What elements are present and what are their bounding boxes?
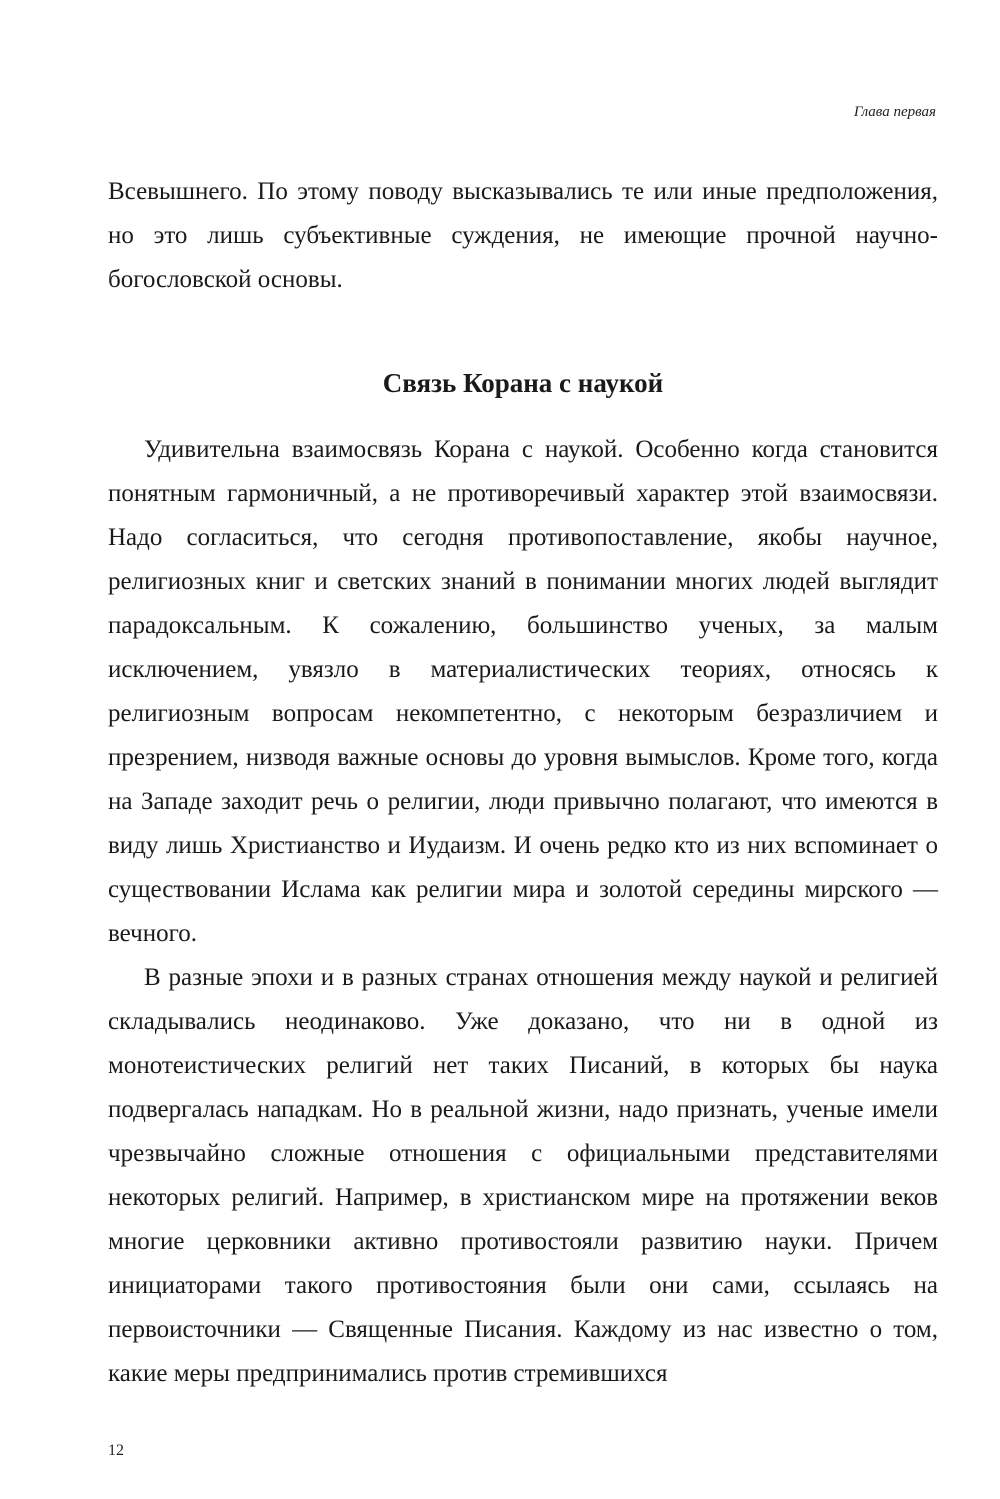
section-heading: Связь Корана с наукой	[382, 368, 664, 398]
page-number: 12	[108, 1442, 124, 1459]
section-body	[108, 428, 938, 1396]
continued-paragraph: Всевышнего. По этому поводу высказывались те или иные предположения, но это лишь субъективные суждения, не имеющие прочной научно-богословской основы.	[108, 178, 938, 293]
body-paragraph-1: Удивительна взаимосвязь Корана с наукой. Особенно когда становится понятным гармоничный, а не противоречивый характер этой взаимосвязи. Надо согласиться, что сегодня противопоставление, якобы научное, религиозных книг и светских знаний в понимании многих людей выглядит парадоксальным. К сожалению, большинство ученых, за малым исключением, увязло в материалистических теориях, относясь к религиозным вопросам некомпетентно, с некоторым безразличием и презрением, низводя важные основы до уровня вымыслов. Кроме того, когда на Западе заходит речь о религии, люди привычно полагают, что имеются в виду лишь Христианство и Иудаизм. И очень редко кто из них вспоминает о существовании Ислама как религии мира и золотой середины мирского — вечного.	[108, 436, 938, 947]
running-head: Глава первая	[853, 104, 936, 120]
continued-text-block	[108, 170, 938, 302]
body-paragraph-2: В разные эпохи и в разных странах отношения между наукой и религией складывались неодинаково. Уже доказано, что ни в одной из монотеистических религий нет таких Писаний, в которых бы наука подвергалась нападкам. Но в реальной жизни, надо признать, ученые имели чрезвычайно сложные отношения с официальными представителями некоторых религий. Например, в христианском мире на протяжении веков многие церковники активно противостояли развитию науки. Причем инициаторами такого противостояния были они сами, ссылаясь на первоисточники — Священные Писания. Каждому из нас известно о том, какие меры предпринимались против стремившихся	[108, 964, 938, 1387]
